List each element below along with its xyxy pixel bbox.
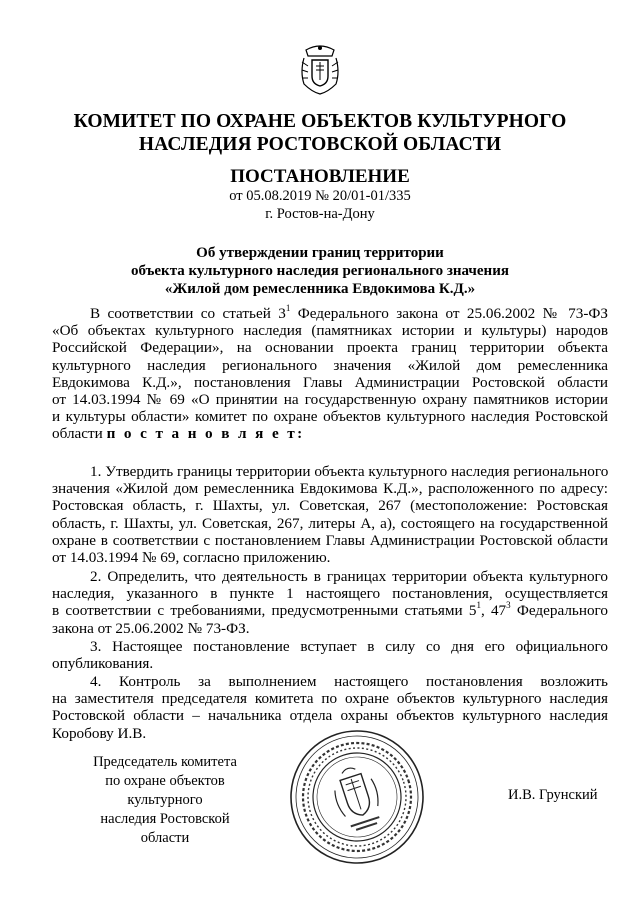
org-line-2: НАСЛЕДИЯ РОСТОВСКОЙ ОБЛАСТИ <box>138 134 502 155</box>
text-line: 4. Контроль за выполнением настоящего постановления возложить <box>90 673 608 690</box>
item-3-paragraph <box>52 638 608 672</box>
text-line: на заместителя председателя комитета по охране объектов культурного наследия <box>52 690 608 708</box>
document-type: ПОСТАНОВЛЕНИЕ <box>230 166 410 187</box>
text-line: наследия, указанного в пункте 1 настоящего постановления, осуществляется <box>52 585 608 603</box>
document-subject <box>0 244 640 298</box>
text-line: значения «Жилой дом ремесленника Евдокимова К.Д.», расположенного по адресу: <box>52 480 608 498</box>
text-line: Ростовской области – начальника отдела охраны объектов культурного наследия <box>52 707 608 725</box>
subject-line-2: объекта культурного наследия регионального значения <box>131 263 509 279</box>
text-line: опубликования. <box>52 655 154 673</box>
signer-position-line-3: наследия Ростовской области <box>100 811 230 846</box>
text-line: Евдокимова К.Д.», постановления Главы Администрации Ростовской области <box>52 373 608 391</box>
signer-position-line-1: Председатель комитета <box>93 754 237 770</box>
document-city: г. Ростов-на-Дону <box>265 206 375 222</box>
text-line: 1. Утвердить границы территории объекта культурного наследия регионального <box>90 463 609 480</box>
text-line: в соответствии с требованиями, предусмотренными статьями $5^1$, $47^3$ Федерального <box>52 600 608 620</box>
official-seal-stamp <box>286 726 428 868</box>
coat-of-arms-emblem <box>296 42 344 96</box>
text-line: охране в соответствии с постановлением Главы Администрации Ростовской области <box>52 531 608 549</box>
subject-line-1: Об утверждении границ территории <box>196 245 444 261</box>
subject-line-3: «Жилой дом ремесленника Евдокимова К.Д.» <box>164 281 476 297</box>
text-line: культурного наследия регионального значения «Жилой дом ремесленника <box>52 356 608 374</box>
text-line: 2. Определить, что деятельность в границах территории объекта культурного <box>90 568 608 585</box>
document-date-number: от 05.08.2019 № 20/01-01/335 <box>229 188 411 204</box>
text-line: от 14.03.1994 № 69 «О принятии на государственную охрану памятников истории <box>52 390 608 408</box>
org-line-1: КОМИТЕТ ПО ОХРАНЕ ОБЪЕКТОВ КУЛЬТУРНОГО <box>73 111 567 132</box>
text-line: Российской Федерации», на основании проекта границ территории объекта <box>52 339 608 357</box>
signer-position-line-2: по охране объектов культурного <box>105 773 225 808</box>
text-line: Коробову И.В. <box>52 724 147 742</box>
text-line: Ростовская область, г. Шахты, ул. Советская, 267 (местоположение: Ростовская <box>52 497 608 515</box>
text-line: закона от 25.06.2002 № 73-ФЗ. <box>52 619 250 637</box>
organization-name <box>0 110 640 156</box>
signer-position <box>80 753 250 848</box>
text-line: В соответствии со статьей $3^1$ Федерального закона от 25.06.2002 № 73-ФЗ <box>90 302 608 322</box>
preamble-paragraph <box>52 302 608 443</box>
signer-name: И.В. Грунский <box>508 787 598 803</box>
text-line: от 14.03.1994 № 69, согласно приложению. <box>52 548 331 566</box>
text-line: «Об объектах культурного наследия (памятниках истории и культуры) народов <box>52 322 608 340</box>
text-line: 3. Настоящее постановление вступает в силу со дня его официального <box>90 638 608 655</box>
item-2-paragraph <box>52 568 608 637</box>
resolves-word: п о с т а н о в л я е т: <box>106 425 305 443</box>
text-line: области п о с т а н о в л я е т: <box>52 425 305 443</box>
text-line: область, г. Шахты, ул. Советская, 267, литеры А, а), состоящего на государственной <box>52 514 608 532</box>
item-1-paragraph <box>52 463 608 566</box>
text-line: и культуры области» комитет по охране объектов культурного наследия Ростовской <box>52 408 608 426</box>
